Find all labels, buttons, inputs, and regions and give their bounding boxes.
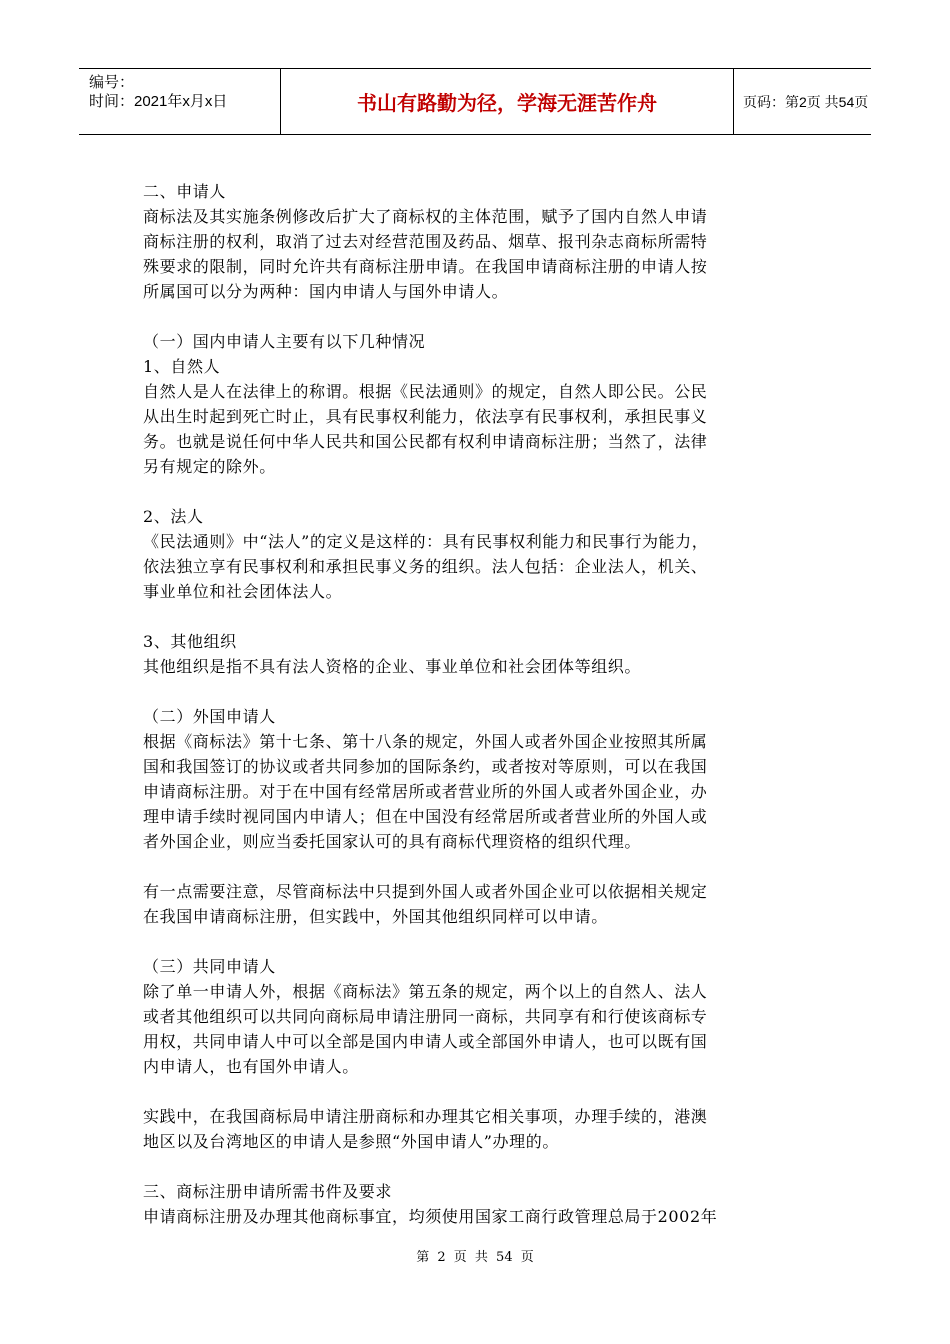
body-line: 除了单一申请人外，根据《商标法》第五条的规定，两个以上的自然人、法人	[143, 982, 708, 1001]
header-page-info: 页码：第2页 共54页	[743, 93, 869, 110]
document-header	[79, 68, 871, 135]
body-line: 有一点需要注意，尽管商标法中只提到外国人或者外国企业可以依据相关规定	[143, 882, 708, 901]
body-line: 申请商标注册及办理其他商标事宜，均须使用国家工商行政管理总局于2002年	[143, 1207, 718, 1226]
paragraph-gap	[143, 604, 825, 629]
header-motto: 书山有路勤为径，学海无涯苦作舟	[281, 69, 734, 134]
page-footer: 第 2 页 共 54 页	[416, 1250, 534, 1265]
paragraph-gap	[143, 1154, 825, 1179]
body-line: 在我国申请商标注册，但实践中，外国其他组织同样可以申请。	[143, 907, 608, 926]
body-line: 三、商标注册申请所需书件及要求	[143, 1182, 393, 1201]
body-line: 或者其他组织可以共同向商标局申请注册同一商标，共同享有和行使该商标专	[143, 1007, 708, 1026]
body-line: 依法独立享有民事权利和承担民事义务的组织。法人包括：企业法人，机关、	[143, 557, 708, 576]
paragraph-gap	[143, 304, 825, 329]
body-line: 事业单位和社会团体法人。	[143, 582, 343, 601]
body-line: （二）外国申请人	[143, 707, 276, 726]
body-line: 3、其他组织	[143, 632, 237, 651]
body-line: 《民法通则》中“法人”的定义是这样的：具有民事权利能力和民事行为能力，	[143, 532, 709, 551]
paragraph-gap	[143, 1079, 825, 1104]
document-time-label: 时间：2021年x月x日	[89, 93, 228, 110]
body-line: 其他组织是指不具有法人资格的企业、事业单位和社会团体等组织。	[143, 657, 642, 676]
document-number-label: 编号：	[89, 74, 135, 91]
body-line: 申请商标注册。对于在中国有经常居所或者营业所的外国人或者外国企业，办	[143, 782, 708, 801]
body-line: 1、自然人	[143, 357, 221, 376]
paragraph-gap	[143, 479, 825, 504]
body-line: 殊要求的限制，同时允许共有商标注册申请。在我国申请商标注册的申请人按	[143, 257, 708, 276]
body-line: 者外国企业，则应当委托国家认可的具有商标代理资格的组织代理。	[143, 832, 642, 851]
body-line: （三）共同申请人	[143, 957, 276, 976]
body-line: 二、申请人	[143, 182, 227, 201]
body-line: 另有规定的除外。	[143, 457, 276, 476]
paragraph-gap	[143, 854, 825, 879]
body-line: 务。也就是说任何中华人民共和国公民都有权利申请商标注册；当然了，法律	[143, 432, 708, 451]
body-line: （一）国内申请人主要有以下几种情况	[143, 332, 426, 351]
body-line: 商标法及其实施条例修改后扩大了商标权的主体范围，赋予了国内自然人申请	[143, 207, 708, 226]
body-line: 自然人是人在法律上的称谓。根据《民法通则》的规定，自然人即公民。公民	[143, 382, 708, 401]
body-line: 用权，共同申请人中可以全部是国内申请人或全部国外申请人，也可以既有国	[143, 1032, 708, 1051]
header-meta	[79, 69, 281, 134]
body-line: 国和我国签订的协议或者共同参加的国际条约，或者按对等原则，可以在我国	[143, 757, 708, 776]
document-body	[143, 179, 825, 1229]
body-line: 从出生时起到死亡时止，具有民事权利能力，依法享有民事权利，承担民事义	[143, 407, 708, 426]
body-line: 地区以及台湾地区的申请人是参照“外国申请人”办理的。	[143, 1132, 559, 1151]
body-line: 商标注册的权利，取消了过去对经营范围及药品、烟草、报刊杂志商标所需特	[143, 232, 708, 251]
body-line: 根据《商标法》第十七条、第十八条的规定，外国人或者外国企业按照其所属	[143, 732, 708, 751]
body-line: 所属国可以分为两种：国内申请人与国外申请人。	[143, 282, 509, 301]
paragraph-gap	[143, 679, 825, 704]
body-line: 实践中，在我国商标局申请注册商标和办理其它相关事项，办理手续的，港澳	[143, 1107, 708, 1126]
paragraph-gap	[143, 929, 825, 954]
body-line: 理申请手续时视同国内申请人；但在中国没有经常居所或者营业所的外国人或	[143, 807, 708, 826]
body-line: 2、法人	[143, 507, 204, 526]
body-line: 内申请人，也有国外申请人。	[143, 1057, 359, 1076]
